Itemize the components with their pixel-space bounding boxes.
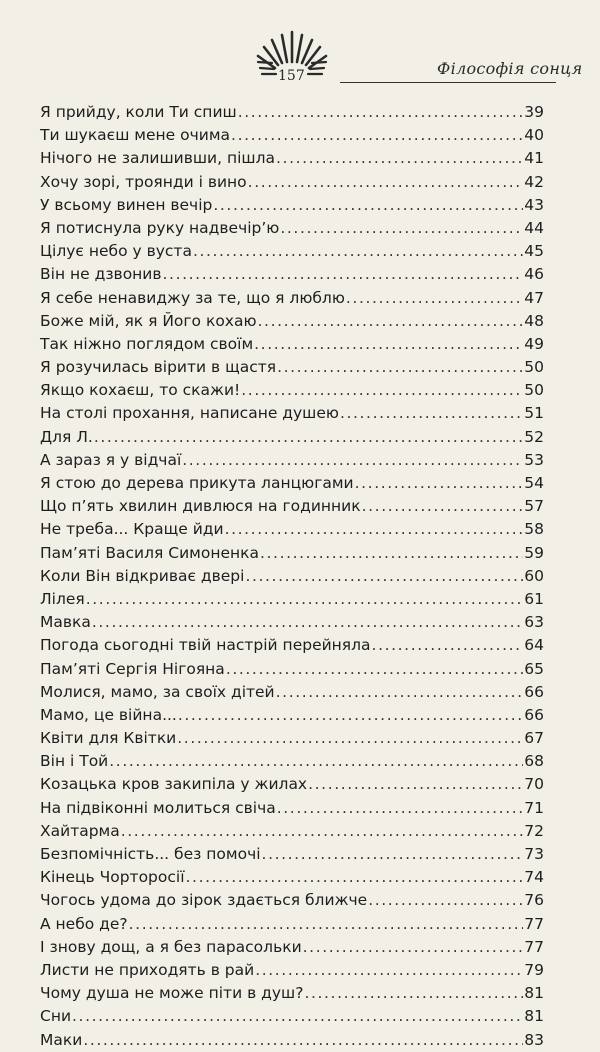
toc-entry-page: 46 <box>524 265 544 284</box>
toc-entry <box>40 217 544 240</box>
toc-entry-title: Для Л. <box>40 427 93 446</box>
toc-entry-title: Я розучилась вірити в щастя <box>40 358 277 377</box>
toc-dot-leader <box>177 727 523 750</box>
toc-entry-title: Погода сьогодні твій настрій перейняла <box>40 636 371 655</box>
toc-entry-page: 42 <box>524 172 544 191</box>
toc-dot-leader <box>163 263 523 286</box>
toc-entry <box>40 310 544 333</box>
toc-entry-title: Мавка <box>40 613 91 632</box>
toc-entry-title: Боже мій, як я Його кохаю <box>40 311 257 330</box>
toc-entry <box>40 472 544 495</box>
toc-entry <box>40 147 544 170</box>
toc-entry <box>40 495 544 518</box>
toc-dot-leader <box>178 704 523 727</box>
toc-entry-page: 65 <box>524 659 544 678</box>
toc-entry-page: 76 <box>524 891 544 910</box>
toc-entry-title: Маки <box>40 1030 83 1049</box>
toc-dot-leader <box>255 959 523 982</box>
toc-entry-page: 39 <box>524 103 544 121</box>
toc-dot-leader <box>241 379 523 402</box>
toc-dot-leader <box>231 124 523 147</box>
toc-entry-title: Цілує небо у вуста <box>40 242 192 261</box>
toc-entry-title: Ти шукаєш мене очима <box>40 126 231 145</box>
toc-entry-page: 77 <box>524 937 544 956</box>
toc-entry <box>40 449 544 472</box>
toc-entry <box>40 959 544 982</box>
toc-entry-title: Коли Він відкриває двері <box>40 566 245 585</box>
toc-entry <box>40 171 544 194</box>
toc-dot-leader <box>248 171 523 194</box>
toc-entry-page: 81 <box>524 1007 544 1026</box>
toc-entry <box>40 889 544 912</box>
toc-entry-title: Він і Той <box>40 752 109 771</box>
toc-entry-title: Якщо кохаєш, то скажи! <box>40 381 241 400</box>
toc-entry-title: Пам’яті Сергія Нігояна <box>40 659 225 678</box>
toc-entry-page: 60 <box>524 566 544 585</box>
toc-entry-page: 58 <box>524 520 544 539</box>
toc-dot-leader <box>277 356 523 379</box>
toc-entry-page: 64 <box>524 636 544 655</box>
toc-entry-title: І знову дощ, а я без парасольки <box>40 937 302 956</box>
toc-dot-leader <box>258 310 523 333</box>
toc-entry-title: Хочу зорі, троянди і вино <box>40 172 247 191</box>
table-of-contents <box>40 101 544 1052</box>
toc-entry-page: 68 <box>524 752 544 771</box>
toc-entry-page: 72 <box>524 821 544 840</box>
toc-entry-title: Він не дзвонив <box>40 265 162 284</box>
toc-dot-leader <box>86 588 523 611</box>
toc-entry <box>40 750 544 773</box>
toc-dot-leader <box>186 866 523 889</box>
toc-entry <box>40 333 544 356</box>
toc-entry-page: 73 <box>524 845 544 863</box>
toc-dot-leader <box>280 217 523 240</box>
toc-entry-title: Нічого не залишивши, пішла <box>40 149 276 168</box>
toc-entry-page: 57 <box>524 497 544 516</box>
toc-entry-page: 79 <box>524 960 544 979</box>
toc-entry-title: А небо де? <box>40 914 128 933</box>
toc-dot-leader <box>304 982 523 1005</box>
toc-entry-title: На підвіконні молиться свіча <box>40 798 276 817</box>
toc-entry-page: 49 <box>524 334 544 353</box>
toc-entry-page: 67 <box>524 729 544 748</box>
toc-entry <box>40 913 544 936</box>
header-divider <box>340 82 556 83</box>
toc-entry <box>40 356 544 379</box>
toc-entry <box>40 773 544 796</box>
toc-entry <box>40 240 544 263</box>
toc-dot-leader <box>362 495 523 518</box>
toc-dot-leader <box>277 797 523 820</box>
toc-entry-page: 48 <box>524 311 544 330</box>
toc-entry-page: 44 <box>524 218 544 237</box>
toc-dot-leader <box>303 936 523 959</box>
toc-entry-title: Так ніжно поглядом своїм <box>40 334 254 353</box>
toc-dot-leader <box>92 611 523 634</box>
toc-entry <box>40 518 544 541</box>
toc-entry-title: Лілея <box>40 589 85 608</box>
toc-entry-page: 74 <box>524 868 544 887</box>
toc-dot-leader <box>225 518 523 541</box>
toc-dot-leader <box>109 750 523 773</box>
toc-entry-page: 54 <box>524 474 544 492</box>
toc-entry-title: Сни <box>40 1007 72 1026</box>
toc-dot-leader <box>121 820 523 843</box>
toc-dot-leader <box>308 773 523 796</box>
toc-dot-leader <box>254 333 523 356</box>
toc-entry-title: Чому душа не може піти в душ? <box>40 984 304 1003</box>
toc-entry <box>40 936 544 959</box>
toc-entry-title: Я потиснула руку надвечір’ю <box>40 218 280 237</box>
toc-dot-leader <box>193 240 523 263</box>
toc-entry <box>40 287 544 310</box>
toc-entry <box>40 194 544 217</box>
toc-dot-leader <box>276 147 523 170</box>
toc-dot-leader <box>276 681 523 704</box>
toc-entry <box>40 820 544 843</box>
toc-entry-page: 81 <box>524 984 544 1003</box>
toc-entry <box>40 565 544 588</box>
toc-entry-title: Що п’ять хвилин дивлюся на годинник <box>40 497 361 516</box>
toc-entry-page: 50 <box>524 358 544 377</box>
toc-entry <box>40 797 544 820</box>
toc-entry-page: 61 <box>524 589 544 608</box>
toc-entry-title: Хайтарма <box>40 821 120 840</box>
page-header <box>0 0 600 95</box>
toc-dot-leader <box>372 634 523 657</box>
toc-entry-title: У всьому винен вечір <box>40 195 213 214</box>
toc-entry-page: 63 <box>524 613 544 632</box>
toc-entry <box>40 1005 544 1028</box>
toc-entry-page: 47 <box>524 288 544 307</box>
toc-entry <box>40 379 544 402</box>
toc-dot-leader <box>213 194 523 217</box>
toc-entry <box>40 124 544 147</box>
toc-dot-leader <box>355 472 523 495</box>
toc-entry-page: 71 <box>524 798 544 817</box>
toc-dot-leader <box>129 913 523 936</box>
toc-entry <box>40 542 544 565</box>
toc-entry-title: Мамо, це війна... <box>40 705 177 724</box>
toc-entry-page: 43 <box>524 195 544 214</box>
toc-entry <box>40 866 544 889</box>
toc-entry-title: Не треба... Краще йди <box>40 520 224 539</box>
toc-entry-title: Чогось удома до зірок здається ближче <box>40 891 368 910</box>
toc-entry-page: 66 <box>524 682 544 701</box>
toc-entry <box>40 843 544 866</box>
toc-dot-leader <box>226 658 523 681</box>
toc-entry <box>40 982 544 1005</box>
toc-entry-page: 59 <box>524 543 544 562</box>
toc-entry-title: Пам’яті Василя Симоненка <box>40 543 259 562</box>
toc-entry-page: 41 <box>524 149 544 168</box>
toc-entry-page: 51 <box>524 404 544 423</box>
toc-entry <box>40 727 544 750</box>
toc-dot-leader <box>346 287 523 310</box>
toc-entry-title: Я себе ненавиджу за те, що я люблю <box>40 288 345 307</box>
toc-dot-leader <box>245 565 523 588</box>
toc-entry-page: 70 <box>524 775 544 794</box>
toc-entry-title: Я стою до дерева прикута ланцюгами <box>40 474 354 492</box>
toc-entry <box>40 658 544 681</box>
toc-dot-leader <box>260 542 523 565</box>
page-number: 157 <box>278 68 305 84</box>
toc-dot-leader <box>368 889 523 912</box>
toc-entry-page: 66 <box>524 705 544 724</box>
toc-entry <box>40 704 544 727</box>
toc-entry-title: Козацька кров закипіла у жилах <box>40 775 308 794</box>
toc-entry <box>40 101 544 124</box>
toc-entry <box>40 402 544 425</box>
toc-entry-title: Я прийду, коли Ти спиш <box>40 103 237 121</box>
toc-entry-page: 50 <box>524 381 544 400</box>
toc-entry-page: 45 <box>524 242 544 261</box>
toc-entry <box>40 588 544 611</box>
toc-entry <box>40 681 544 704</box>
toc-entry <box>40 263 544 286</box>
toc-dot-leader <box>83 1029 523 1052</box>
toc-dot-leader <box>262 843 523 866</box>
toc-dot-leader <box>238 101 523 124</box>
toc-entry-title: На столі прохання, написане душею <box>40 404 339 423</box>
toc-dot-leader <box>340 402 523 425</box>
toc-entry-page: 77 <box>524 914 544 933</box>
toc-entry-page: 40 <box>524 126 544 145</box>
toc-entry-title: Кінець Чорторосії <box>40 868 185 887</box>
toc-entry <box>40 634 544 657</box>
toc-entry <box>40 611 544 634</box>
toc-dot-leader <box>94 426 523 449</box>
toc-entry-page: 83 <box>524 1030 544 1049</box>
book-title: Філософія сонця <box>437 59 583 78</box>
toc-entry <box>40 426 544 449</box>
toc-dot-leader <box>72 1005 523 1028</box>
toc-entry-title: Квіти для Квітки <box>40 729 177 748</box>
toc-entry-title: Молися, мамо, за своїх дітей <box>40 682 275 701</box>
toc-entry-title: Листи не приходять в рай <box>40 960 255 979</box>
toc-entry-title: Безпомічність... без помочі <box>40 845 261 863</box>
toc-entry-page: 52 <box>524 427 544 446</box>
toc-entry-title: А зараз я у відчаї <box>40 450 182 469</box>
toc-entry-page: 53 <box>524 450 544 469</box>
toc-entry <box>40 1029 544 1052</box>
toc-dot-leader <box>182 449 523 472</box>
